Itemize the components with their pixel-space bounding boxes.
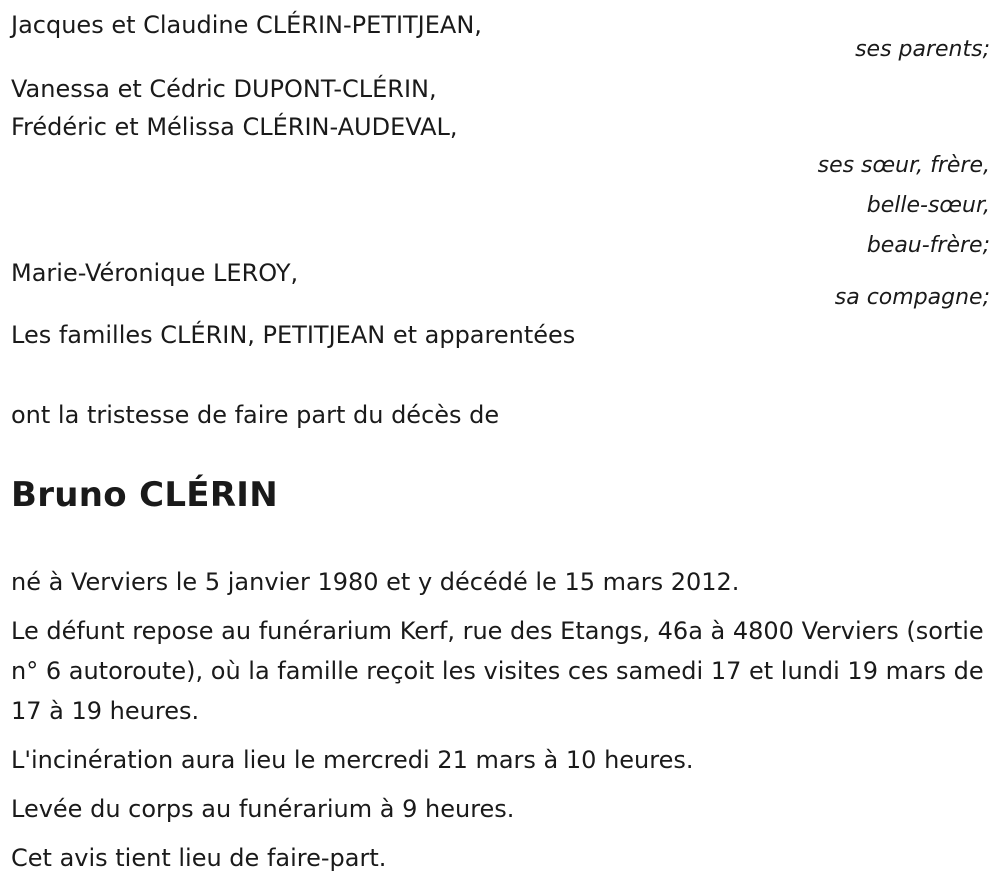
announcement-block [11,396,990,434]
families-text: Les familles CLÉRIN, PETITJEAN et apparentées [11,321,576,349]
incineration-text: L'incinération aura lieu le mercredi 21 mars à 10 heures. [11,746,694,774]
siblings-line-2: Frédéric et Mélissa CLÉRIN-AUDEVAL, [11,113,458,141]
siblings-role [11,146,990,266]
companion-role: sa compagne; [834,285,990,310]
companion-block [11,254,990,318]
notice-text: Cet avis tient lieu de faire-part. [11,844,387,872]
parents-role: ses parents; [855,37,990,62]
birth-death-text: né à Verviers le 5 janvier 1980 et y décédé le 15 mars 2012. [11,568,740,596]
repose-text: Le défunt repose au funérarium Kerf, rue des Etangs, 46a à 4800 Verviers (sortie n° 6 autoroute), où la famille reçoit les visites ces samedi 17 et lundi 19 mars de 17 à 19 heures. [11,617,984,725]
announcement-text: ont la tristesse de faire part du décès de [11,401,500,429]
siblings-role-line-1: ses sœur, frère, [817,153,990,178]
siblings-line-1: Vanessa et Cédric DUPONT-CLÉRIN, [11,75,437,103]
levee-text: Levée du corps au funérarium à 9 heures. [11,795,515,823]
siblings-role-line-3: beau-frère; [866,233,990,258]
companion-names: Marie-Véronique LEROY, [11,259,299,287]
details-block [11,562,992,887]
parents-block [11,6,990,70]
siblings-role-line-2: belle-sœur, [866,193,990,218]
deceased-name: Bruno CLÉRIN [11,475,279,515]
siblings-block [11,70,990,266]
parents-names: Jacques et Claudine CLÉRIN-PETITJEAN, [11,11,482,39]
families-block [11,316,990,354]
